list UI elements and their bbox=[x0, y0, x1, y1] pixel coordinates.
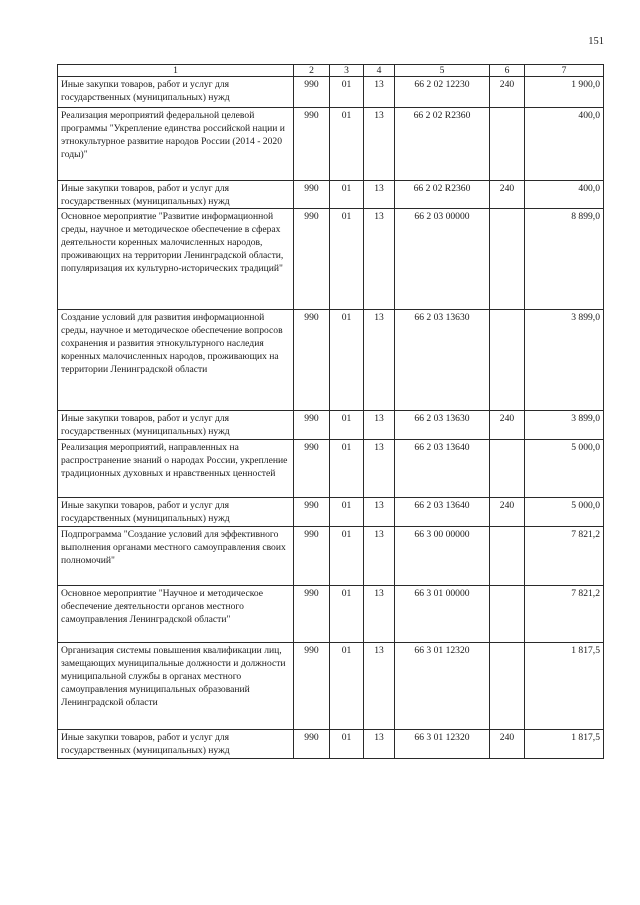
row-amount: 7 821,2 bbox=[525, 527, 604, 586]
row-amount: 7 821,2 bbox=[525, 586, 604, 643]
row-name: Организация системы повышения квалификации лиц, замещающих муниципальные должности и должности муниципальной службы в органах местного самоуправления муниципальных образований Ленинградской области bbox=[58, 643, 294, 730]
row-code-subsection: 13 bbox=[364, 527, 395, 586]
column-header: 7 bbox=[525, 65, 604, 77]
row-code-type bbox=[490, 108, 525, 181]
table-row bbox=[58, 181, 604, 209]
row-name: Реализация мероприятий, направленных на распространение знаний о народах России, укрепление традиционных духовных и нравственных ценностей bbox=[58, 440, 294, 498]
row-code-subsection: 13 bbox=[364, 108, 395, 181]
table-header-row bbox=[58, 65, 604, 77]
row-code-ministry: 990 bbox=[294, 498, 330, 527]
row-code-subsection: 13 bbox=[364, 310, 395, 411]
row-name: Иные закупки товаров, работ и услуг для государственных (муниципальных) нужд bbox=[58, 77, 294, 108]
row-code-section: 01 bbox=[330, 527, 364, 586]
table-row bbox=[58, 730, 604, 759]
row-code-target: 66 3 01 00000 bbox=[395, 586, 490, 643]
row-code-ministry: 990 bbox=[294, 411, 330, 440]
row-code-subsection: 13 bbox=[364, 209, 395, 310]
row-code-subsection: 13 bbox=[364, 730, 395, 759]
row-code-subsection: 13 bbox=[364, 77, 395, 108]
row-code-type bbox=[490, 209, 525, 310]
row-code-ministry: 990 bbox=[294, 209, 330, 310]
row-code-target: 66 2 03 13630 bbox=[395, 411, 490, 440]
row-amount: 1 900,0 bbox=[525, 77, 604, 108]
table-row bbox=[58, 411, 604, 440]
row-code-ministry: 990 bbox=[294, 440, 330, 498]
column-header: 5 bbox=[395, 65, 490, 77]
row-code-type: 240 bbox=[490, 730, 525, 759]
row-amount: 8 899,0 bbox=[525, 209, 604, 310]
row-name: Основное мероприятие "Научное и методическое обеспечение деятельности органов местного самоуправления Ленинградской области" bbox=[58, 586, 294, 643]
row-code-target: 66 2 03 13640 bbox=[395, 498, 490, 527]
row-amount: 1 817,5 bbox=[525, 730, 604, 759]
row-code-section: 01 bbox=[330, 77, 364, 108]
row-code-target: 66 2 03 13630 bbox=[395, 310, 490, 411]
row-code-type bbox=[490, 310, 525, 411]
row-code-subsection: 13 bbox=[364, 586, 395, 643]
row-amount: 400,0 bbox=[525, 181, 604, 209]
row-name: Реализация мероприятий федеральной целевой программы "Укрепление единства российской нации и этнокультурное развитие народов России (2014 - 2020 годы)" bbox=[58, 108, 294, 181]
row-code-target: 66 2 02 12230 bbox=[395, 77, 490, 108]
row-code-subsection: 13 bbox=[364, 498, 395, 527]
row-code-section: 01 bbox=[330, 643, 364, 730]
row-name: Подпрограмма "Создание условий для эффективного выполнения органами местного самоуправления своих полномочий" bbox=[58, 527, 294, 586]
row-code-ministry: 990 bbox=[294, 643, 330, 730]
row-code-type: 240 bbox=[490, 181, 525, 209]
row-code-section: 01 bbox=[330, 181, 364, 209]
column-header: 4 bbox=[364, 65, 395, 77]
row-amount: 3 899,0 bbox=[525, 310, 604, 411]
table-row bbox=[58, 108, 604, 181]
row-code-ministry: 990 bbox=[294, 730, 330, 759]
row-amount: 5 000,0 bbox=[525, 498, 604, 527]
row-name: Иные закупки товаров, работ и услуг для государственных (муниципальных) нужд bbox=[58, 181, 294, 209]
row-code-type: 240 bbox=[490, 498, 525, 527]
row-code-section: 01 bbox=[330, 411, 364, 440]
row-name: Иные закупки товаров, работ и услуг для государственных (муниципальных) нужд bbox=[58, 411, 294, 440]
row-code-target: 66 3 00 00000 bbox=[395, 527, 490, 586]
row-code-ministry: 990 bbox=[294, 77, 330, 108]
page-number: 151 bbox=[588, 36, 604, 47]
row-code-subsection: 13 bbox=[364, 643, 395, 730]
row-code-target: 66 2 02 R2360 bbox=[395, 181, 490, 209]
row-code-target: 66 3 01 12320 bbox=[395, 643, 490, 730]
row-amount: 3 899,0 bbox=[525, 411, 604, 440]
row-code-ministry: 990 bbox=[294, 527, 330, 586]
row-code-ministry: 990 bbox=[294, 181, 330, 209]
table-row bbox=[58, 440, 604, 498]
row-code-target: 66 3 01 12320 bbox=[395, 730, 490, 759]
row-code-type bbox=[490, 586, 525, 643]
table-row bbox=[58, 77, 604, 108]
table-row bbox=[58, 310, 604, 411]
row-name: Иные закупки товаров, работ и услуг для государственных (муниципальных) нужд bbox=[58, 730, 294, 759]
column-header: 6 bbox=[490, 65, 525, 77]
table-row bbox=[58, 586, 604, 643]
row-code-section: 01 bbox=[330, 498, 364, 527]
row-name: Создание условий для развития информационной среды, научное и методическое обеспечение вопросов сохранения и развития этнокультурного наследия коренных малочисленных народов, проживающих на территории Ленинградской области bbox=[58, 310, 294, 411]
column-header: 2 bbox=[294, 65, 330, 77]
table-row bbox=[58, 643, 604, 730]
table-row bbox=[58, 209, 604, 310]
row-code-type bbox=[490, 527, 525, 586]
row-code-section: 01 bbox=[330, 586, 364, 643]
row-code-subsection: 13 bbox=[364, 440, 395, 498]
row-code-type bbox=[490, 643, 525, 730]
row-code-type: 240 bbox=[490, 411, 525, 440]
budget-table bbox=[57, 64, 604, 759]
row-code-section: 01 bbox=[330, 310, 364, 411]
row-code-ministry: 990 bbox=[294, 108, 330, 181]
row-code-section: 01 bbox=[330, 209, 364, 310]
row-code-ministry: 990 bbox=[294, 586, 330, 643]
row-code-subsection: 13 bbox=[364, 181, 395, 209]
row-name: Основное мероприятие "Развитие информационной среды, научное и методическое обеспечение в сферах деятельности коренных малочисленных народов, проживающих на территории Ленинградской области, популяризация их культурно-исторических традиций" bbox=[58, 209, 294, 310]
row-code-type bbox=[490, 440, 525, 498]
row-amount: 1 817,5 bbox=[525, 643, 604, 730]
row-code-ministry: 990 bbox=[294, 310, 330, 411]
row-code-type: 240 bbox=[490, 77, 525, 108]
row-code-target: 66 2 02 R2360 bbox=[395, 108, 490, 181]
row-code-section: 01 bbox=[330, 440, 364, 498]
row-code-subsection: 13 bbox=[364, 411, 395, 440]
table-row bbox=[58, 498, 604, 527]
table-row bbox=[58, 527, 604, 586]
row-code-target: 66 2 03 00000 bbox=[395, 209, 490, 310]
row-code-section: 01 bbox=[330, 108, 364, 181]
row-amount: 400,0 bbox=[525, 108, 604, 181]
row-code-target: 66 2 03 13640 bbox=[395, 440, 490, 498]
row-name: Иные закупки товаров, работ и услуг для государственных (муниципальных) нужд bbox=[58, 498, 294, 527]
column-header: 1 bbox=[58, 65, 294, 77]
row-code-section: 01 bbox=[330, 730, 364, 759]
column-header: 3 bbox=[330, 65, 364, 77]
row-amount: 5 000,0 bbox=[525, 440, 604, 498]
